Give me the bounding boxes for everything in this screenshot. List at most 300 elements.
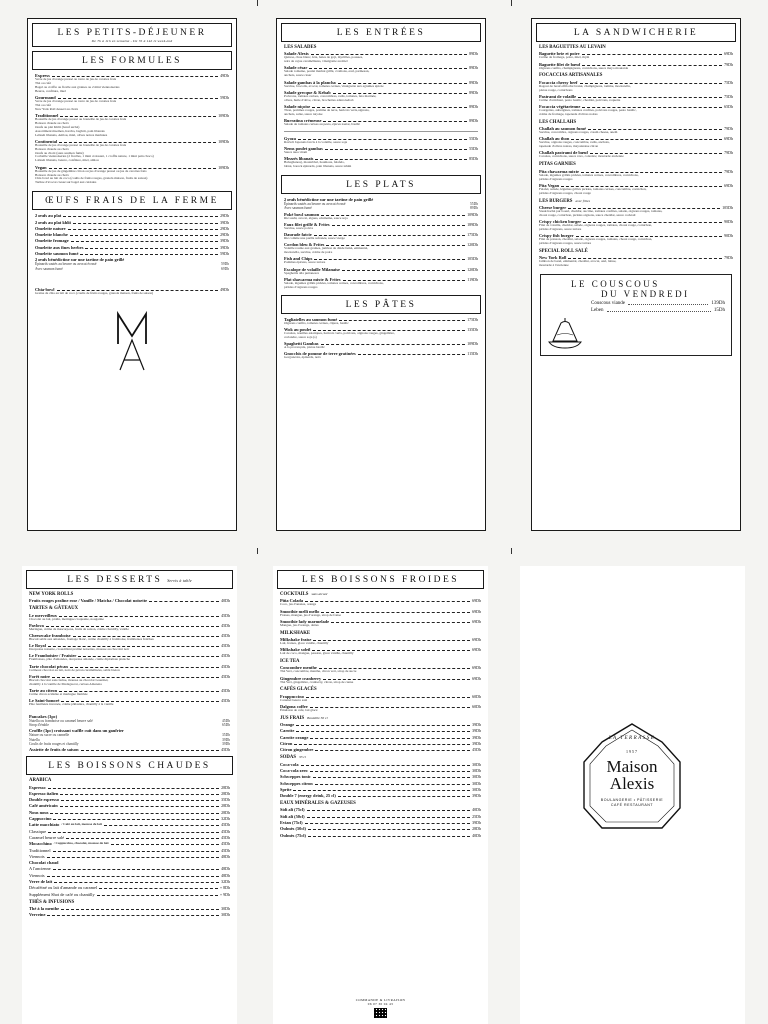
item-name: Daurade fatcie (284, 232, 312, 238)
leader-dots (80, 254, 218, 255)
item-price: 49Dh (220, 287, 229, 293)
leader-dots (68, 229, 219, 230)
entrees-others-list (277, 136, 485, 169)
item-name: Gingembre cranberry (280, 675, 322, 681)
froides-sheet (273, 566, 488, 1024)
item-description: Spaghettis alla puttanesca (284, 270, 320, 275)
item-description: Quinoa, chou blanc, féta, haies de goji, myrtilles, pousses, (284, 55, 363, 60)
menu-item (280, 814, 481, 819)
entrees-panel (276, 18, 486, 531)
desserts-header (26, 570, 233, 589)
item-price: 89Dh (469, 65, 478, 71)
item-row (280, 768, 481, 773)
item-row (29, 785, 230, 790)
item-description: Falafel, salade, légumes grillés pickles, tomates cerises, concombre, cornichon, (539, 186, 647, 191)
menu-item (29, 623, 230, 632)
item-description: Mangue, jus d'orange, dattes (280, 622, 319, 627)
item-price: 25Dh (472, 813, 481, 819)
item-price: 48Dh (221, 872, 230, 878)
item-description: Chocolat au lait, pralin, meringue croquante, nougatine (29, 616, 104, 621)
menu-item (29, 879, 230, 884)
menu-item (29, 803, 230, 808)
froides-sections (273, 592, 488, 838)
leader-dots (313, 640, 470, 641)
item-price: 45Dh (221, 834, 230, 840)
menu-item (29, 860, 230, 865)
item-name: Carotte orange (280, 734, 309, 740)
breakfast-hours: De 7h à 11h en semaine - De 7h à 14h le week-end (91, 39, 173, 43)
plats-title: LES PLATS (346, 180, 416, 191)
item-row (29, 822, 230, 827)
section-label (539, 162, 733, 167)
option-price: 55Dh (470, 202, 478, 207)
sandwich-title: LA SANDWICHERIE (573, 28, 699, 38)
item-row (280, 826, 481, 831)
menu-item (284, 65, 478, 78)
option-price: 89Dh (470, 206, 478, 211)
item-description: Dacquoise noisette, croustillant praliné noisettes, mousse au chocolat noir (29, 647, 130, 652)
menu-item (29, 892, 230, 897)
item-name: 2 œufs au plat khlii (35, 219, 71, 225)
couscous-row (591, 301, 725, 306)
menu-item (35, 139, 229, 164)
leader-dots (61, 909, 219, 910)
item-row (280, 833, 481, 838)
section-label (29, 606, 230, 611)
item-row (29, 885, 230, 890)
item-price: 48Dh (221, 866, 230, 872)
item-description: Jambon de bœuf, emmental, cheddar, avocat, œuf, laitue, (539, 259, 617, 264)
item-name: Focaccia cheesy beef (539, 79, 578, 85)
leader-dots (48, 832, 219, 833)
leader-dots (310, 771, 471, 772)
item-row (29, 873, 230, 878)
item-price: 105Dh (722, 204, 733, 210)
item-name: Crispy fish burger (539, 233, 574, 239)
menu-item (280, 807, 481, 812)
delivery-phone: 06 07 30 04 43 (367, 1002, 394, 1006)
item-row (29, 848, 230, 853)
item-row (35, 245, 229, 250)
item-price: 60Dh (472, 703, 481, 709)
item-price: 30Dh (472, 761, 481, 767)
item-name: Oulmès (50cl) (280, 826, 306, 832)
salades-label: LES SALADES (284, 45, 317, 50)
pates-header (281, 295, 481, 314)
menu-item (35, 245, 229, 250)
leader-dots (339, 320, 465, 321)
item-price: 119Dh (467, 276, 478, 282)
item-price: 89Dh (469, 89, 478, 95)
item-name: Piña Colada (280, 598, 304, 604)
menu-item (284, 197, 478, 210)
item-price: 45Dh (221, 643, 230, 649)
item-description: Thé Vert, gingembre, cranberry, citron, sirop de canne (280, 679, 354, 684)
menu-item (284, 351, 478, 360)
item-description: pickles d'oignons rouges, choux rouge (539, 190, 591, 195)
item-description: Fraises, mangue, jus d'orange, sirop de fraise (280, 612, 341, 617)
item-description: Volaille roulée aux graines, jambon de dinde fumé, emmental, (284, 246, 369, 251)
leader-dots (338, 796, 470, 797)
item-description: Crème citron acidulée et meringue flambée (29, 691, 88, 696)
item-row (35, 232, 229, 237)
item-price: 32Dh (221, 816, 230, 822)
salades-list (277, 51, 485, 127)
item-price: 59Dh (220, 251, 229, 256)
option-label: Nature ou sucre ou cannelle (29, 733, 70, 738)
item-name: Mocacchino (29, 841, 52, 847)
leader-dots (321, 344, 466, 345)
menu-item (29, 873, 230, 878)
leader-dots (60, 794, 219, 795)
menu-item (539, 80, 733, 93)
item-name: Faux filet grillé & Frites (284, 221, 330, 227)
item-name: Sidi ali (75cl) (280, 807, 305, 813)
item-price: 69Dh (472, 598, 481, 604)
item-description: Verre de jus d'orange pressé ou verre de jus de carottes frais (35, 98, 117, 103)
item-price: 89Dh (469, 79, 478, 85)
item-price: 39Dh (472, 734, 481, 740)
item-option (29, 742, 230, 746)
item-price: 120Dh (467, 266, 478, 272)
item-name: Le merveilleux (29, 612, 57, 618)
menu-item (280, 762, 481, 767)
item-description: Biscuit sablé aux amandes, fromage blanc, crème chantilly à framboise, framboises fraîches (29, 637, 154, 641)
item-description: Tartine d'avocat cressé sur bagel aux céréales (35, 180, 97, 185)
item-description: Salade de tomates cerises au pesto, épices zaatar, basilic (284, 121, 361, 126)
item-name: Pavlova (29, 622, 44, 628)
item-name: Challah au saumon fumé (539, 126, 586, 132)
item-name: Baguette brie et poire (539, 51, 580, 57)
item-price: 135Dh (467, 326, 478, 332)
sandwich-header (536, 23, 736, 42)
delivery-footer (273, 998, 488, 1018)
logo-year: 1957 (626, 749, 638, 754)
item-name: Verre de lait (29, 878, 53, 884)
item-description: anchois, sauce césar (284, 73, 312, 78)
item-description: labné, boreck épinards, pain libanais, sauce tahini (284, 164, 352, 169)
option-price: 39Dh (222, 741, 230, 746)
menu-item (280, 793, 481, 798)
item-row (29, 912, 230, 917)
breakfast-header (32, 23, 232, 47)
item-name: Classique (29, 828, 47, 834)
item-name: Milkshake soleil (280, 647, 311, 653)
menu-item (29, 613, 230, 622)
item-name: Escalope de volaille Milanaise (284, 266, 340, 272)
froides-header (277, 570, 484, 589)
section-label (539, 73, 733, 78)
leader-dots (358, 354, 466, 355)
item-name: Tagliatelles au saumon fumé (284, 316, 338, 322)
section-label-text: JUS FRAIS (280, 715, 305, 721)
item-description: pickles d'oignons rouges (539, 176, 573, 181)
item-description: Sucrine, concombre, oignons rouges, cream cheese, aneth (539, 130, 618, 135)
item-description: crème de fromage, tapenade d'olives noires (539, 111, 598, 116)
section-label (29, 900, 230, 905)
item-price: 109Dh (218, 138, 229, 144)
item-description: New York Roll dessert au choix (35, 106, 79, 111)
menu-item (29, 866, 230, 871)
item-description: Coco, jus d'ananas, orange (280, 602, 317, 607)
item-name: Continental (35, 138, 58, 144)
menu-item (284, 156, 478, 169)
item-row (280, 774, 481, 779)
item-name: Omelette fromage (35, 238, 69, 244)
formules-list (28, 73, 236, 185)
leader-dots (313, 777, 470, 778)
item-price: 60Dh (472, 693, 481, 699)
menu-item (29, 698, 230, 707)
section-label (539, 249, 733, 254)
item-description: tapenade d'olives noires, mayonnaise citron (539, 144, 599, 149)
item-name: Citron gingembre (280, 747, 314, 753)
item-description: pickles d'oignons rouges (284, 284, 318, 289)
item-name: Gourmand (35, 94, 56, 100)
item-price: 30Dh (221, 905, 230, 911)
item-name: Viennois (29, 853, 45, 859)
leader-dots (342, 270, 465, 271)
option-label: Avec saumon fumé (35, 266, 63, 271)
pates-list (277, 317, 485, 360)
item-name: New York Roll (539, 255, 567, 261)
item-row (280, 781, 481, 786)
leader-dots (47, 915, 219, 916)
leader-dots (48, 788, 220, 789)
menu-item (284, 341, 478, 350)
item-price: 30Dh (221, 912, 230, 918)
item-price: 28Dh (472, 826, 481, 832)
item-name: Coca-cola zero (280, 767, 308, 773)
item-price: 45Dh (472, 747, 481, 753)
menu-item (280, 704, 481, 713)
oeufs-title: ŒUFS FRAIS DE LA FERME (45, 196, 219, 207)
item-description: Lebneh libanais, Amlou, miel, olives noires marinées (35, 132, 108, 137)
item-name: Sprite (280, 786, 292, 792)
leader-dots (307, 817, 470, 818)
menu-item (280, 647, 481, 656)
item-name: 2 œufs bénédictine sur une tartine de pain grillé (284, 197, 374, 203)
item-row (280, 735, 481, 740)
item-row (29, 791, 230, 796)
item-description: moutarde à l'ancienne (539, 263, 569, 268)
item-name: Croffle (3pc) croissant waffle cuit dans un gaufrier (29, 728, 124, 734)
item-description: noix de cajou caramélisées, vinaigrette au miel (284, 59, 348, 64)
item-description: Lait, fraises, glace vanille, chantilly (280, 640, 329, 645)
menu-item (35, 213, 229, 218)
menu-item (35, 113, 229, 138)
item-description: chantilly à la vanille de Madagascar, cerises Amarena (29, 681, 102, 686)
menu-item (280, 735, 481, 740)
menu-item (35, 257, 229, 270)
item-row (35, 220, 229, 225)
delivery-label: COMMANDE & LIVRAISON (355, 998, 406, 1002)
leader-dots (53, 851, 220, 852)
item-name: Focaccia végétarienne (539, 104, 581, 110)
item-name: Cheese burger (539, 204, 567, 210)
item-price: 30Dh (472, 767, 481, 773)
item-price: 30Dh (472, 780, 481, 786)
menu-item (280, 747, 481, 752)
leader-dots (314, 259, 465, 260)
item-price: 105Dh (467, 256, 478, 262)
item-price: 45Dh (221, 841, 230, 847)
option-label: Nutella ou framboise ou caramel beurre salé (29, 718, 93, 723)
item-description: choux rouge, cornichon, pickles oignons, sauce cheddar, sauce cocktail (539, 212, 636, 217)
qr-code-icon[interactable] (374, 1008, 387, 1018)
leader-dots (307, 810, 470, 811)
leader-dots (301, 765, 471, 766)
leader-dots (47, 876, 220, 877)
item-name: Sidi ali (50cl) (280, 813, 305, 819)
desserts-sheet (22, 566, 237, 1024)
section-label-text: THÉS & INFUSIONS (29, 899, 75, 905)
froides-title: LES BOISSONS FROIDES (301, 575, 460, 585)
item-name: Baguette filet de bœuf (539, 61, 581, 67)
item-name: Tarte chocolat pécan (29, 663, 68, 669)
menu-item (29, 841, 230, 846)
section-label (539, 120, 733, 125)
section-label-text: ARABICA (29, 778, 52, 784)
item-name: Challah pastrami de bœuf (539, 150, 588, 156)
leader-dots (61, 800, 219, 801)
section-label-text: SPECIAL ROLL SALÉ (539, 248, 588, 254)
item-description: Graine de chia au lait de coco (coulis de fruits rouges, granola maison, fruits de saison) (35, 291, 154, 296)
couscous-item-price: 139Dh (711, 301, 725, 306)
leader-dots (325, 149, 467, 150)
item-name: Wok au poulet (284, 326, 312, 332)
item-option (284, 206, 478, 210)
item-description: pickles d'oignons, sauce tartare (539, 226, 582, 231)
item-name: Cappuccino (29, 816, 52, 822)
item-name: Viennois (29, 872, 45, 878)
section-label (280, 659, 481, 664)
item-row (29, 810, 230, 815)
item-name: Chia-bowl (35, 287, 55, 293)
menu-item (284, 317, 478, 326)
item-price: 29Dh (220, 213, 229, 219)
menu-item (284, 90, 478, 103)
item-name: Double 7 (energy drink, 25 cl) (280, 793, 336, 799)
couscous-item-name: Couscous viande (591, 301, 626, 306)
item-price: 45Dh (221, 822, 230, 828)
item-description: Pommes épicées, sauce tartare (284, 260, 326, 265)
menu-item (35, 251, 229, 256)
menu-item (284, 256, 478, 265)
menu-item (539, 183, 733, 196)
item-price: 90Dh (724, 233, 733, 239)
item-name: Evian (75cl) (280, 819, 303, 825)
item-description: Salade romaine, poulet mariné grillé, croûtons, œuf, parmesan, (284, 69, 370, 74)
item-description: Thon, pommes rouges, pomme de terre, haricots verts,oignons, (284, 107, 370, 112)
item-price: 45Dh (221, 663, 230, 669)
item-price: 79Dh (724, 255, 733, 261)
item-price: 45Dh (221, 653, 230, 659)
item-description: Filet de poisson, cheddar, salade, oignons rouges, tomates, choux rouge, cornichon, (539, 237, 653, 242)
item-name: Latte macchiato (29, 822, 60, 828)
leader-dots (305, 601, 470, 602)
leader-dots (315, 784, 470, 785)
item-name: Salade césar (284, 65, 308, 71)
item-price: 40Dh (472, 832, 481, 838)
menu-item (539, 219, 733, 232)
leader-dots (47, 857, 220, 858)
plats-list (277, 197, 485, 290)
leader-dots (294, 744, 470, 745)
item-price: + 8Dh (219, 885, 230, 891)
leader-dots (99, 888, 218, 889)
leader-dots (582, 54, 723, 55)
menu-item (29, 848, 230, 853)
item-name: Burratina crémeuse (284, 117, 322, 123)
leader-dots (97, 895, 218, 896)
item-price: 48Dh (221, 853, 230, 859)
couscous-box (540, 274, 732, 356)
menu-item (35, 95, 229, 112)
item-description: Corbeille viennoiseries (2 ficelles, 1 mini croissant, 1 croffle nature, 1 mini pain choco) (35, 154, 154, 159)
menu-item (280, 694, 481, 703)
menu-item (35, 226, 229, 231)
item-description: Verre de jus d'orange pressé ou verre de jus de carottes frais (35, 77, 117, 81)
leader-dots (331, 622, 470, 623)
item-price: 89Dh (469, 51, 478, 57)
menu-item (284, 277, 478, 290)
item-price: 39Dh (472, 741, 481, 747)
item-name: Traditionnel (35, 112, 59, 118)
item-price: 39Dh (472, 793, 481, 799)
menu-item (35, 220, 229, 225)
item-name: Omelette saumon fumé (35, 251, 79, 256)
item-price: 109Dh (467, 341, 478, 347)
item-name: Espresso italien (29, 790, 59, 796)
item-name: Salade gambas à la plancha (284, 79, 336, 85)
menu-item (539, 62, 733, 71)
section-label-text: LES CHALLAHS (539, 119, 577, 125)
menu-item (29, 885, 230, 890)
item-sub: / Cappuccino, chocolat, mousse de lait (53, 841, 109, 846)
item-price: 69Dh (472, 608, 481, 614)
item-price: 69Dh (472, 647, 481, 653)
item-price: 65Dh (724, 104, 733, 110)
maison-alexis-logo (582, 722, 682, 838)
menu-item (539, 104, 733, 117)
menu-item (539, 136, 733, 149)
item-price: 32Dh (221, 878, 230, 884)
logo-sheet (520, 566, 745, 1024)
leader-dots (306, 697, 470, 698)
item-name: Cheesecake framboise (29, 633, 71, 638)
menu-item (284, 118, 478, 127)
menu-item (284, 267, 478, 276)
item-price: 90Dh (724, 218, 733, 224)
menu-item (284, 212, 478, 221)
item-row (29, 816, 230, 821)
item-row (280, 793, 481, 798)
logo-tag-2: CAFÉ RESTAURANT (610, 803, 654, 807)
item-price: 28Dh (221, 809, 230, 815)
ma-monogram (28, 306, 236, 381)
logo-name-1: Maison (606, 757, 658, 776)
chaudes-sections (22, 778, 237, 917)
item-description: Riz comme une paëlla safranée, sauce vierge (284, 236, 345, 241)
menu-item (29, 653, 230, 662)
item-description: Caramel beurre salé (280, 697, 308, 702)
item-description: Oeufs au choix (sans saumon fumé) (35, 150, 84, 155)
item-price: 89Dh (469, 117, 478, 123)
breakfast-panel (27, 18, 237, 531)
item-name: Assiette de fruits de saison (29, 747, 79, 753)
option-price: 35Dh (222, 733, 230, 738)
